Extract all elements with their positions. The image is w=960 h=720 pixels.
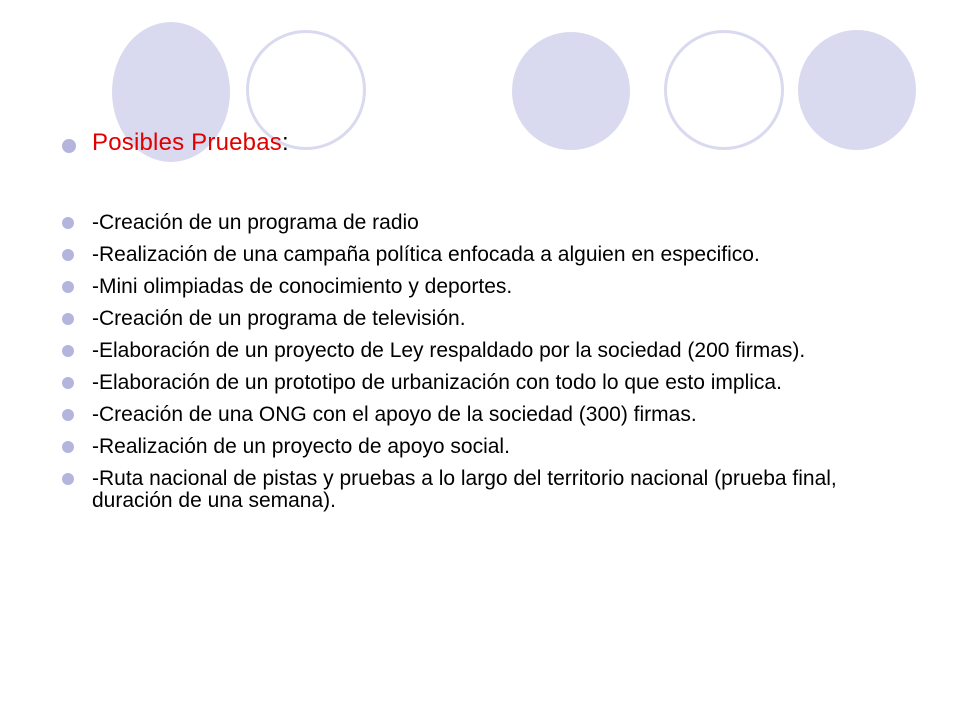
bullet-list	[60, 212, 920, 512]
list-item	[60, 340, 920, 362]
list-item-text: -Elaboración de un prototipo de urbanización con todo lo que esto implica.	[92, 371, 782, 394]
slide-title-colon: :	[281, 129, 289, 156]
bullet-icon	[62, 473, 74, 485]
slide-content	[60, 128, 920, 512]
list-item-text: -Creación de una ONG con el apoyo de la sociedad (300) firmas.	[92, 403, 697, 426]
bullet-icon	[62, 345, 74, 357]
slide-title: Posibles Pruebas	[92, 129, 282, 156]
list-item	[60, 276, 920, 298]
bullet-icon	[62, 139, 76, 153]
list-item	[60, 404, 920, 426]
list-item	[60, 468, 920, 512]
list-item-text: -Realización de un proyecto de apoyo social.	[92, 435, 510, 458]
bullet-icon	[62, 281, 74, 293]
bullet-icon	[62, 217, 74, 229]
bullet-icon	[62, 377, 74, 389]
list-item-text: -Elaboración de un proyecto de Ley respaldado por la sociedad (200 firmas).	[92, 339, 806, 362]
title-row	[60, 128, 920, 158]
list-item	[60, 212, 920, 234]
list-item-text: -Mini olimpiadas de conocimiento y deportes.	[92, 275, 513, 298]
bullet-icon	[62, 409, 74, 421]
bullet-icon	[62, 313, 74, 325]
list-item-text: -Ruta nacional de pistas y pruebas a lo largo del territorio nacional (prueba final, duración de una semana).	[92, 467, 837, 512]
bullet-icon	[62, 249, 74, 261]
bullet-icon	[62, 441, 74, 453]
list-item	[60, 244, 920, 266]
list-item-text: -Creación de un programa de radio	[92, 211, 419, 234]
list-item	[60, 436, 920, 458]
list-item-text: -Realización de una campaña política enfocada a alguien en especifico.	[92, 243, 760, 266]
list-item	[60, 308, 920, 330]
list-item-text: -Creación de un programa de televisión.	[92, 307, 466, 330]
list-item	[60, 372, 920, 394]
